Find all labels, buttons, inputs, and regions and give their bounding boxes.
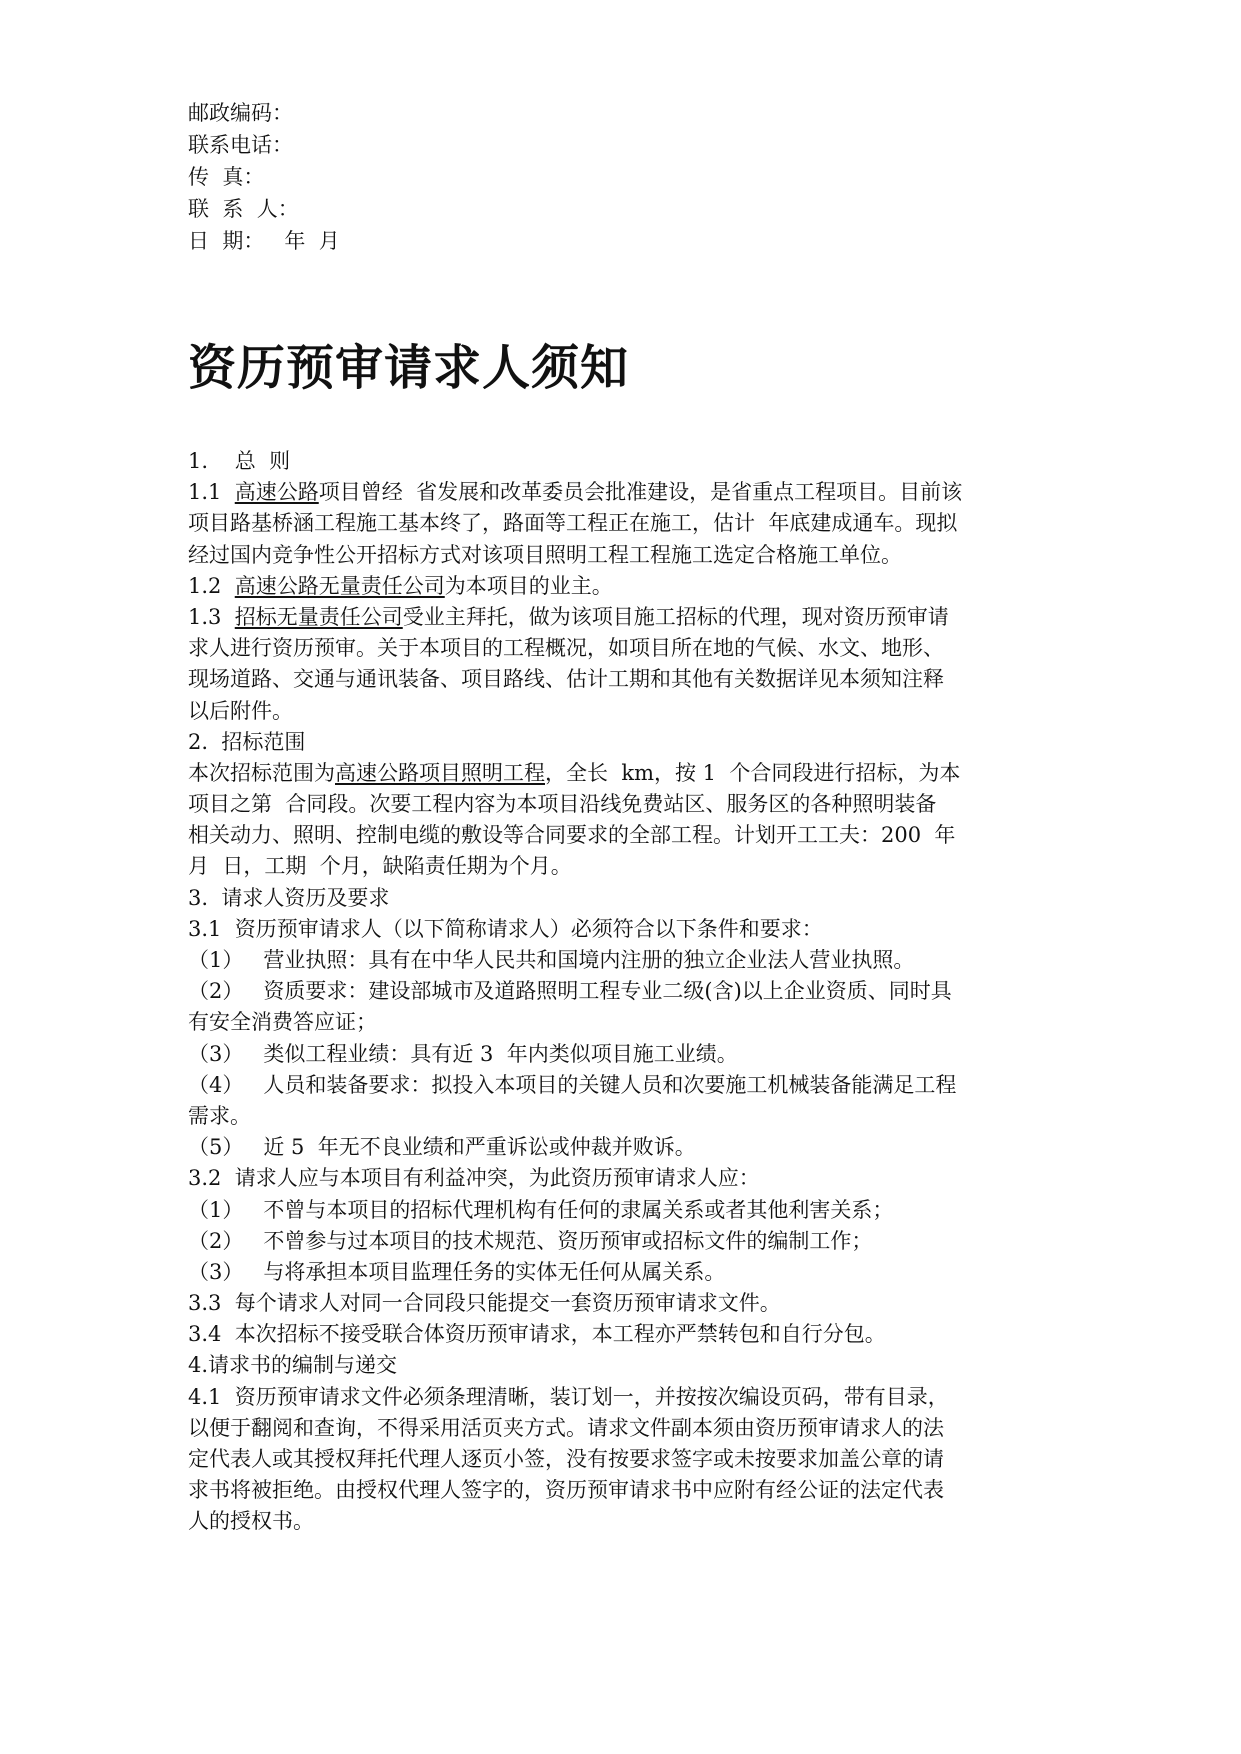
paragraph-1-3-line-4: 以后附件。 (188, 698, 293, 723)
section-3-heading: 3. 请求人资历及要求 (188, 885, 390, 910)
paragraph-1-2 (188, 571, 1088, 602)
list-item-3-1-4-cont: 需求。 (188, 1103, 251, 1128)
owner-name-underlined: 高速公路无量责任公司 (234, 573, 445, 598)
paragraph-4-1-line-5: 人的授权书。 (188, 1509, 314, 1534)
paragraph-text: 受业主拜托，做为该项目施工招标的代理，现对资历预审请 (402, 604, 949, 629)
paragraph-2-line-2: 项目之第 合同段。次要工程内容为本项目沿线免费站区、服务区的各种照明装备 (188, 792, 937, 817)
paragraph-2-line-3: 相关动力、照明、控制电缆的敷设等合同要求的全部工程。计划开工工夫：200 年 (188, 823, 956, 848)
section-4-heading: 4.请求书的编制与递交 (188, 1353, 398, 1378)
list-item-3-1-4: （4） 人员和装备要求：拟投入本项目的关键人员和次要施工机械装备能满足工程 (188, 1072, 957, 1097)
paragraph-1-3-line-2: 求人进行资历预审。关于本项目的工程概况，如项目所在地的气候、水文、地形、 (188, 636, 944, 661)
list-item-3-1-5: （5） 近 5 年无不良业绩和严重诉讼或仲裁并败诉。 (188, 1135, 696, 1160)
section-1-heading: 1. 总 则 (188, 449, 291, 473)
paragraph-1-3-line-3: 现场道路、交通与通讯装备、项目路线、估计工期和其他有关数据详见本须知注释 (188, 667, 944, 692)
paragraph-3-3: 3.3 每个请求人对同一合同段只能提交一套资历预审请求文件。 (188, 1291, 781, 1316)
document-body (188, 446, 1088, 1538)
section-2-heading: 2. 招标范围 (188, 729, 306, 754)
paragraph-4-1-line-2: 以便于翻阅和查询，不得采用活页夹方式。请求文件副本须由资历预审请求人的法 (188, 1415, 944, 1440)
list-item-3-2-1: （1） 不曾与本项目的招标代理机构有任何的隶属关系或者其他利害关系； (188, 1197, 894, 1222)
paragraph-3-1: 3.1 资历预审请求人（以下简称请求人）必须符合以下条件和要求： (188, 916, 823, 941)
list-item-3-1-1: （1） 营业执照：具有在中华人民共和国境内注册的独立企业法人营业执照。 (188, 948, 915, 972)
list-item-3-1-2: （2） 资质要求：建设部城市及道路照明工程专业二级(含)以上企业资质、同时具 (188, 979, 952, 1004)
paragraph-4-1-line-3: 定代表人或其授权拜托代理人逐页小签，没有按要求签字或未按要求加盖公章的请 (188, 1447, 944, 1471)
paragraph-text: 本次招标范围为 (188, 760, 335, 785)
paragraph-1-1-line-2: 项目路基桥涵工程施工基本终了，路面等工程正在施工，估计 年底建成通车。现拟 (188, 511, 958, 536)
clause-number: 1.2 (188, 573, 235, 598)
paragraph-4-1: 4.1 资历预审请求文件必须条理清晰，装订划一，并按按次编设页码，带有目录， (188, 1384, 949, 1409)
paragraph-text: 项目曾经 省发展和改革委员会批准建设，是省重点工程项目。目前该 (318, 480, 963, 505)
scope-name-underlined: 高速公路项目照明工程 (335, 760, 545, 785)
clause-number: 1.3 (188, 604, 235, 629)
list-item-3-2-3: （3） 与将承担本项目监理任务的实体无任何从属关系。 (188, 1259, 726, 1284)
paragraph-text: ，全长 km，按 1 个合同段进行招标，为本 (545, 760, 961, 785)
list-item-3-1-2-cont: 有安全消费答应证； (188, 1010, 377, 1035)
list-item-3-1-3: （3） 类似工程业绩：具有近 3 年内类似项目施工业绩。 (188, 1041, 738, 1066)
project-name-underlined: 高速公路 (234, 480, 319, 505)
paragraph-3-4: 3.4 本次招标不接受联合体资历预审请求，本工程亦严禁转包和自行分包。 (188, 1322, 886, 1347)
contact-info-block (188, 97, 340, 257)
phone-line: 联系电话： (188, 133, 293, 157)
clause-number: 1.1 (188, 480, 235, 505)
paragraph-2-line-4: 月 日，工期 个月，缺陷责任期为个月。 (188, 854, 572, 879)
date-line: 日 期： 年 月 (188, 229, 340, 253)
list-item-3-2-2: （2） 不曾参与过本项目的技术规范、资历预审或招标文件的编制工作； (188, 1228, 873, 1253)
postal-code-line: 邮政编码： (188, 101, 293, 125)
paragraph-4-1-line-4: 求书将被拒绝。由授权代理人签字的，资历预审请求书中应附有经公证的法定代表 (188, 1478, 944, 1503)
paragraph-2-line-1 (188, 758, 1088, 789)
document-title: 资历预审请求人须知 (188, 340, 630, 396)
paragraph-1-1-line-3: 经过国内竞争性公开招标方式对该项目照明工程工程施工选定合格施工单位。 (188, 542, 902, 567)
paragraph-1-3 (188, 602, 1088, 633)
contact-person-line: 联 系 人： (188, 197, 299, 221)
paragraph-1-1 (188, 477, 1088, 508)
fax-line: 传 真： (188, 165, 265, 189)
paragraph-3-2: 3.2 请求人应与本项目有利益冲突，为此资历预审请求人应： (188, 1166, 760, 1191)
agent-name-underlined: 招标无量责任公司 (234, 604, 403, 629)
paragraph-text: 为本项目的业主。 (444, 573, 613, 598)
